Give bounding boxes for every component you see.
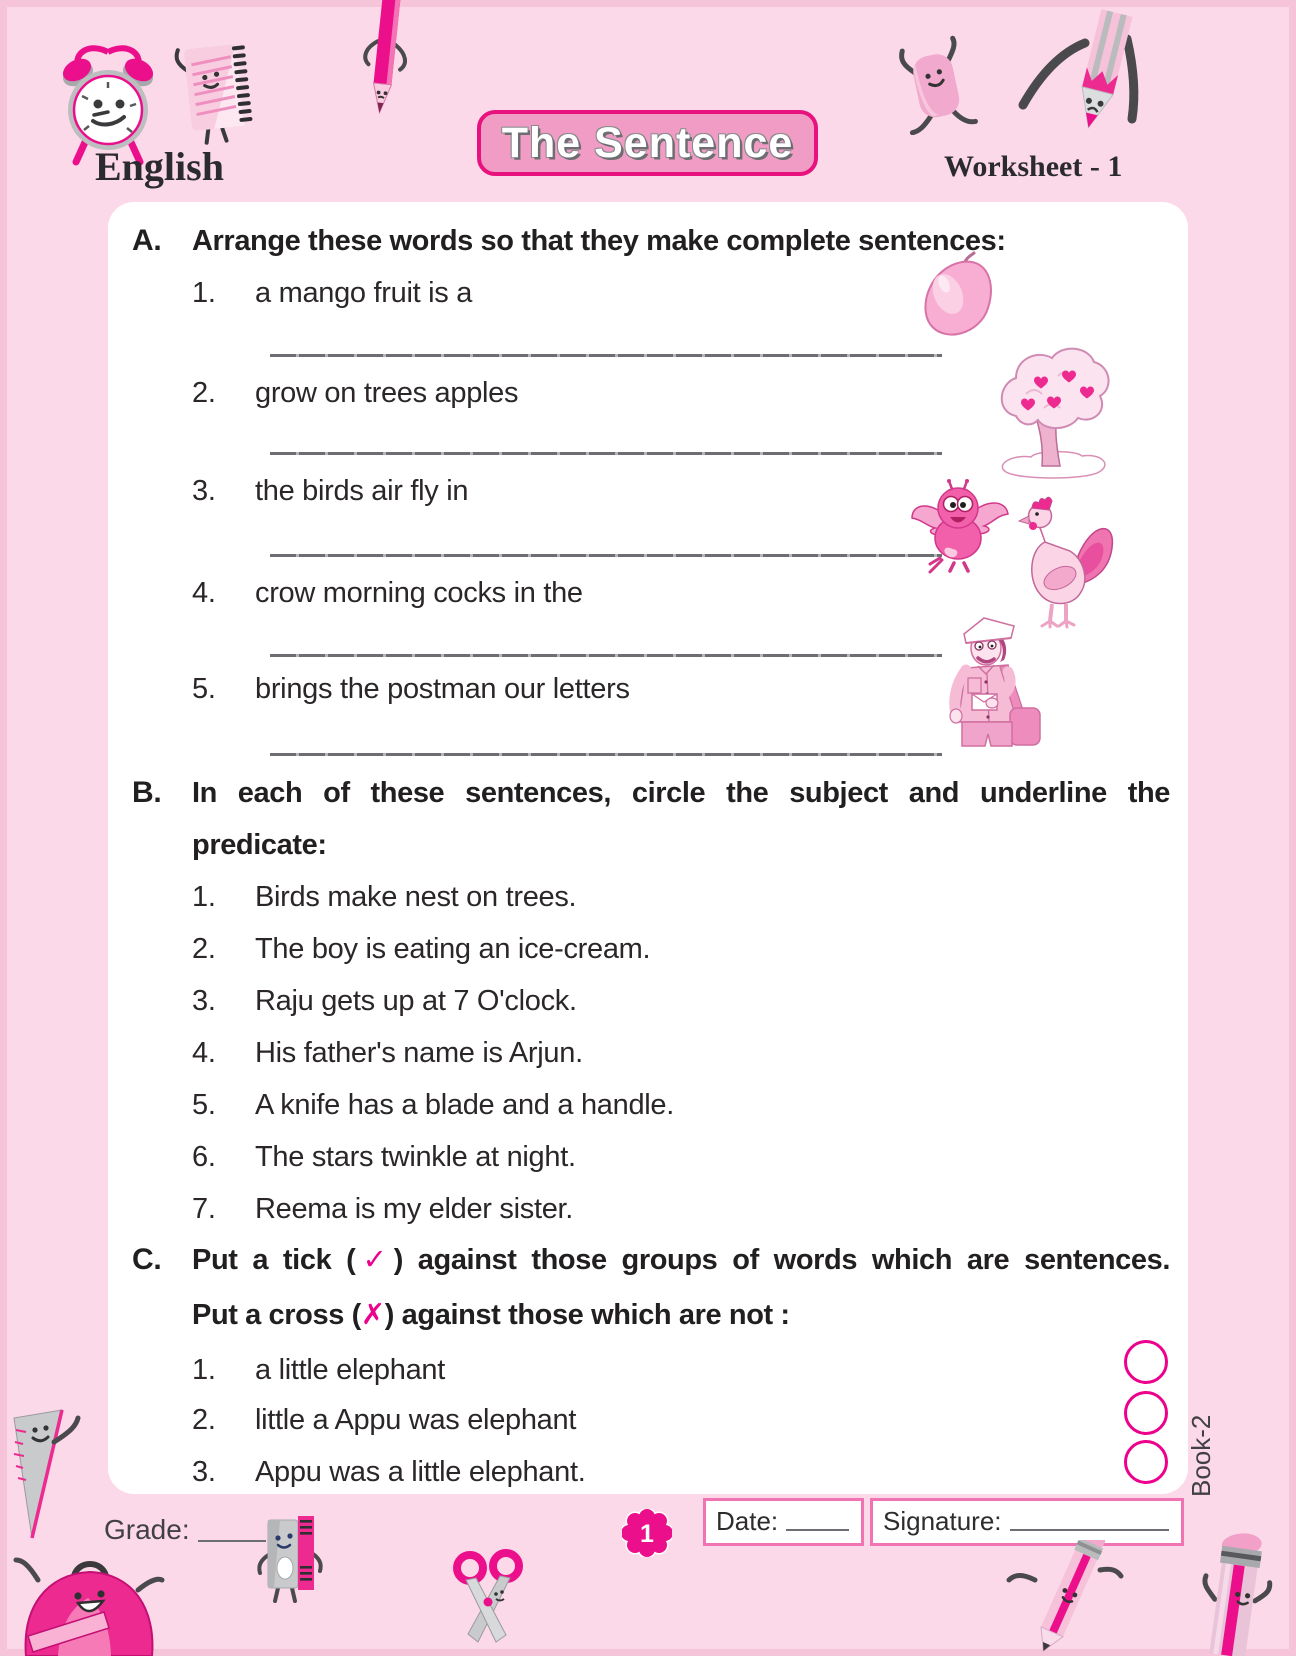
exercise-item-a1 <box>192 276 472 310</box>
postman-image <box>926 610 1061 760</box>
section-a-label: A. <box>132 224 162 257</box>
item-text: The stars twinkle at night. <box>255 1141 576 1173</box>
item-text: grow on trees apples <box>255 377 519 409</box>
date-field[interactable] <box>703 1498 864 1546</box>
pencil-character-bottom-icon <box>1005 1540 1130 1656</box>
item-text: Appu was a little elephant. <box>255 1456 586 1488</box>
item-text: Birds make nest on trees. <box>255 881 577 913</box>
section-b-heading-line2: predicate: <box>192 829 327 861</box>
exercise-item-b3 <box>192 984 577 1018</box>
answer-circle-2[interactable] <box>1124 1391 1168 1435</box>
section-c-heading-line2 <box>192 1298 790 1332</box>
scissors-icon <box>438 1542 543 1656</box>
page-title: The Sentence <box>501 118 794 167</box>
item-number: 2. <box>192 1404 216 1436</box>
exercise-item-a2 <box>192 376 518 410</box>
tick-icon: ✓ <box>355 1244 394 1276</box>
item-text: little a Appu was elephant <box>255 1404 577 1436</box>
heading-text: Put a tick ( <box>192 1244 356 1276</box>
answer-blank[interactable] <box>270 554 942 557</box>
exercise-item-b5 <box>192 1088 674 1122</box>
signature-line[interactable] <box>1010 1529 1169 1531</box>
item-number: 3. <box>192 1456 216 1488</box>
item-number: 3. <box>192 985 216 1017</box>
heading-text: ) against those groups of words which are sentences. <box>393 1244 1171 1276</box>
item-text: brings the postman our letters <box>255 673 630 705</box>
item-text: crow morning cocks in the <box>255 577 583 609</box>
exercise-item-b2 <box>192 932 650 966</box>
exercise-item-c1 <box>192 1353 445 1387</box>
item-number: 7. <box>192 1193 216 1225</box>
signature-label: Signature: <box>883 1506 1002 1536</box>
title-badge <box>477 110 818 176</box>
pencil-character-right-icon <box>1005 5 1170 155</box>
worksheet-card <box>108 202 1188 1494</box>
date-label: Date: <box>716 1506 779 1536</box>
crayon-character-icon <box>1178 1532 1293 1656</box>
cross-icon: ✗ <box>360 1299 385 1331</box>
bird-image <box>906 470 1014 578</box>
item-text: Reema is my elder sister. <box>255 1193 574 1225</box>
exercise-item-a4 <box>192 576 583 610</box>
backpack-character-icon <box>8 1548 178 1656</box>
item-number: 2. <box>192 377 216 409</box>
exercise-item-b4 <box>192 1036 583 1070</box>
grade-label: Grade: <box>104 1514 190 1545</box>
item-number: 6. <box>192 1141 216 1173</box>
answer-blank[interactable] <box>270 452 942 455</box>
section-b-heading-line1: In each of these sentences, circle the subject and underline the <box>192 777 1170 809</box>
section-c-label: C. <box>132 1243 162 1276</box>
notebook-character-icon <box>170 28 270 146</box>
item-number: 2. <box>192 933 216 965</box>
apple-tree-image <box>986 324 1121 489</box>
answer-blank[interactable] <box>270 354 942 357</box>
answer-blank[interactable] <box>270 753 942 756</box>
exercise-item-b7 <box>192 1192 573 1226</box>
item-text: A knife has a blade and a handle. <box>255 1089 674 1121</box>
item-text: a little elephant <box>255 1354 445 1386</box>
answer-blank[interactable] <box>270 654 942 657</box>
exercise-item-b1 <box>192 880 576 914</box>
date-line[interactable] <box>786 1529 849 1531</box>
exercise-item-c3 <box>192 1455 585 1489</box>
pencil-character-top-icon <box>348 0 423 120</box>
answer-circle-1[interactable] <box>1124 1340 1168 1384</box>
exercise-item-c2 <box>192 1403 576 1437</box>
item-text: The boy is eating an ice-cream. <box>255 933 651 965</box>
ruler-character-icon <box>2 1408 102 1543</box>
item-number: 3. <box>192 475 216 507</box>
item-number: 1. <box>192 277 216 309</box>
item-text: the birds air fly in <box>255 475 469 507</box>
page-number: 1 <box>640 1520 654 1548</box>
section-a-heading: Arrange these words so that they make complete sentences: <box>192 225 1006 257</box>
signature-field[interactable] <box>870 1498 1184 1546</box>
worksheet-label: Worksheet - 1 <box>944 150 1123 183</box>
item-number: 1. <box>192 1354 216 1386</box>
subject-label: English <box>95 144 224 189</box>
eraser-character-icon <box>890 35 980 135</box>
item-text: His father's name is Arjun. <box>255 1037 583 1069</box>
item-number: 5. <box>192 1089 216 1121</box>
section-b-label: B. <box>132 776 162 809</box>
exercise-item-b6 <box>192 1140 576 1174</box>
section-c-heading-line1 <box>192 1243 1170 1277</box>
item-text: Raju gets up at 7 O'clock. <box>255 985 577 1017</box>
item-number: 4. <box>192 1037 216 1069</box>
grade-field[interactable] <box>104 1514 266 1546</box>
sharpener-character-icon <box>248 1502 328 1607</box>
exercise-item-a3 <box>192 474 468 508</box>
item-number: 1. <box>192 881 216 913</box>
heading-text: Put a cross ( <box>192 1299 361 1331</box>
item-number: 4. <box>192 577 216 609</box>
book-label: Book-2 <box>1186 1414 1216 1497</box>
item-number: 5. <box>192 673 216 705</box>
heading-text: ) against those which are not : <box>384 1299 790 1331</box>
item-text: a mango fruit is a <box>255 277 473 309</box>
page-number-badge <box>622 1509 672 1557</box>
exercise-item-a5 <box>192 672 630 706</box>
answer-circle-3[interactable] <box>1124 1440 1168 1484</box>
